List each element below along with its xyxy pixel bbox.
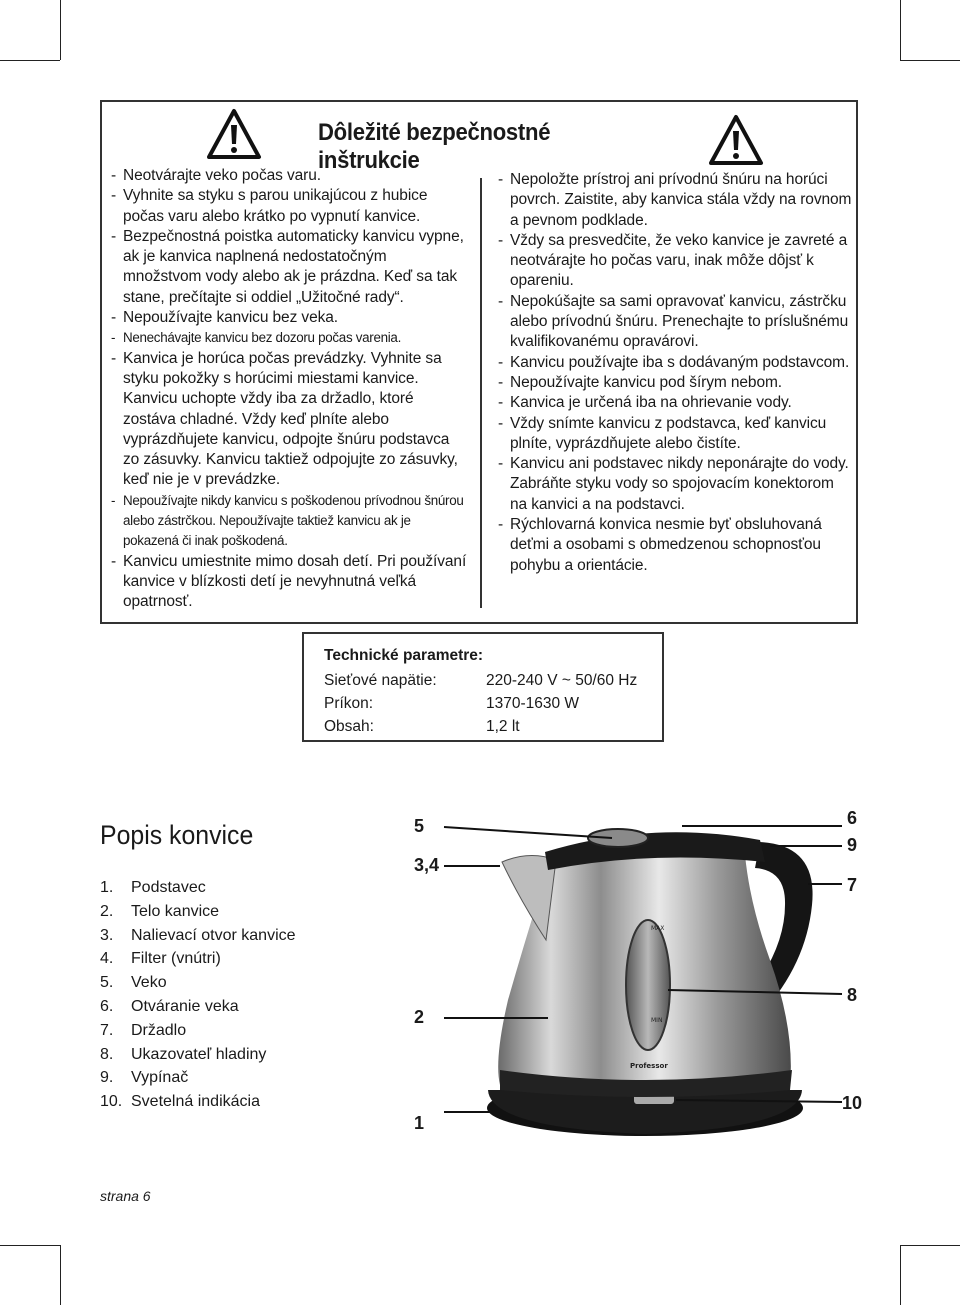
part-number: 6. — [100, 997, 114, 1015]
safety-item: - Nepoužívajte nikdy kanvicu s poškodenou prívodnou šnúrou alebo zástrčkou. Nepoužívajte taktiež kanvicu ak je pokazená či inak poškodená. — [110, 491, 468, 552]
part-label: Nalievací otvor kanvice — [131, 926, 296, 944]
tech-value: 220-240 V ~ 50/60 Hz — [486, 672, 638, 689]
safety-item: - Kanvica je horúca počas prevádzky. Vyhnite sa styku pokožky s horúcimi miestami kanvice. Kanvicu uchopte vždy iba za držadlo, ktoré zostáva chladné. Vždy keď plníte alebo vyprázdňujete kanvicu, odpojte šnúru podstavca zo zásuvky. Kanvicu taktiež odpojujte zo zásuvky, keď nie je v prevádzke. — [110, 349, 468, 491]
safety-item: - Nepoložte prístroj ani prívodnú šnúru na horúci povrch. Zaistite, aby kanvica stála vždy na rovnom a pevnom podklade. — [497, 170, 855, 231]
part-label: Podstavec — [131, 879, 206, 896]
list-item — [100, 1043, 296, 1067]
safety-item: - Rýchlovarná konvica nesmie byť obsluhovaná deťmi a osobami s obmedzenou schopnosťou pohybu a orientácie. — [497, 515, 855, 576]
safety-item: - Neotvárajte veko počas varu. — [110, 166, 468, 186]
column-divider — [480, 178, 482, 608]
part-number: 5. — [100, 974, 114, 992]
crop-mark — [0, 60, 60, 61]
part-number: 8. — [100, 1045, 114, 1063]
callout-6: 6 — [847, 808, 858, 828]
water-level-window — [626, 920, 670, 1050]
part-label: Telo kanvice — [131, 902, 220, 920]
safety-left-column — [110, 166, 468, 613]
part-number: 4. — [100, 950, 114, 968]
callout-8: 8 — [847, 985, 858, 1005]
safety-item: - Vždy sa presvedčite, že veko kanvice je zavreté a neotvárajte ho počas varu, inak môže dôjsť k opareniu. — [497, 231, 855, 292]
safety-item: - Kanvicu používajte iba s dodávaným podstavcom. — [497, 353, 855, 373]
part-number: 7. — [100, 1021, 114, 1039]
part-label: Veko — [131, 974, 167, 992]
list-item — [100, 947, 296, 971]
list-item — [100, 924, 296, 948]
part-label: Otváranie veka — [131, 997, 239, 1015]
list-item — [100, 1090, 296, 1114]
tech-value: 1370-1630 W — [486, 695, 580, 712]
crop-mark — [900, 60, 960, 61]
list-item — [100, 876, 296, 900]
callout-1: 1 — [414, 1113, 425, 1133]
crop-mark — [0, 1245, 60, 1246]
crop-mark — [900, 0, 901, 60]
parts-list — [100, 876, 296, 1114]
part-label: Držadlo — [131, 1021, 187, 1039]
warning-triangle-icon — [206, 108, 262, 160]
tech-label: Sieťové napätie: — [324, 672, 437, 689]
callout-7: 7 — [847, 875, 858, 895]
safety-item: - Kanvicu ani podstavec nikdy neponárajte do vody. Zabráňte styku vody so spojovacím konektorom na kanvici a na podstavci. — [497, 454, 855, 515]
brand-logo: Professor — [630, 1062, 668, 1070]
list-item — [100, 1066, 296, 1090]
safety-right-column — [497, 170, 855, 576]
crop-mark — [900, 1245, 960, 1246]
part-label: Ukazovateľ hladiny — [131, 1045, 267, 1063]
part-number: 1. — [100, 879, 114, 896]
safety-item: - Nepoužívajte kanvicu pod šírym nebom. — [497, 373, 855, 393]
safety-item: - Bezpečnostná poistka automaticky kanvicu vypne, ak je kanvica naplnená nedostatočným množstvom vody alebo ak je prázdna. Keď sa tak stane, prečítajte si oddiel „Užitočné rady“. — [110, 227, 468, 308]
crop-mark — [60, 0, 61, 60]
safety-item: - Kanvicu umiestnite mimo dosah detí. Pri používaní kanvice v blízkosti detí je nevyhnutná veľká opatrnosť. — [110, 552, 468, 613]
safety-item: - Vyhnite sa styku s parou unikajúcou z hubice počas varu alebo krátko po vypnutí kanvice. — [110, 186, 468, 227]
safety-item: - Nepokúšajte sa sami opravovať kanvicu, zástrčku alebo prívodnú šnúru. Prenechajte to príslušnému kvalifikovanému opravárovi. — [497, 292, 855, 353]
list-item — [100, 900, 296, 924]
tech-label: Príkon: — [324, 695, 374, 712]
callout-3-4: 3,4 — [414, 855, 440, 875]
part-label: Vypínač — [131, 1069, 189, 1087]
callout-9: 9 — [847, 835, 858, 855]
tech-label: Obsah: — [324, 718, 374, 735]
tech-row — [324, 692, 654, 715]
safety-item: - Kanvica je určená iba na ohrievanie vody. — [497, 393, 855, 413]
tech-row — [324, 715, 654, 738]
technical-parameters-box — [302, 632, 664, 742]
warning-triangle-icon — [708, 114, 764, 166]
list-item — [100, 1019, 296, 1043]
callout-10: 10 — [842, 1093, 863, 1113]
part-number: 2. — [100, 902, 114, 920]
tech-row — [324, 669, 654, 692]
callout-2: 2 — [414, 1007, 425, 1027]
description-title: Popis konvice — [100, 820, 254, 850]
part-number: 3. — [100, 926, 114, 944]
safety-item: - Nenechávajte kanvicu bez dozoru počas varenia. — [110, 328, 468, 348]
callout-line — [444, 827, 612, 838]
safety-item: - Nepoužívajte kanvicu bez veka. — [110, 308, 468, 328]
min-mark: MIN — [651, 1017, 663, 1024]
kettle-illustration — [430, 810, 850, 1150]
list-item — [100, 995, 296, 1019]
safety-title: Dôležité bezpečnostné inštrukcie — [318, 119, 551, 174]
part-number: 9. — [100, 1069, 114, 1087]
list-item — [100, 971, 296, 995]
crop-mark — [60, 1245, 61, 1305]
callout-5: 5 — [414, 816, 425, 836]
page-number: strana 6 — [100, 1188, 151, 1204]
part-number: 10. — [100, 1093, 123, 1111]
max-mark: MAX — [651, 925, 665, 932]
tech-value: 1,2 lt — [486, 718, 520, 735]
tech-title: Technické parametre: — [324, 647, 484, 664]
crop-mark — [900, 1245, 901, 1305]
part-label: Svetelná indikácia — [131, 1093, 260, 1111]
part-label: Filter (vnútri) — [131, 950, 221, 968]
safety-item: - Vždy snímte kanvicu z podstavca, keď kanvicu plníte, vyprázdňujete alebo čistíte. — [497, 414, 855, 455]
